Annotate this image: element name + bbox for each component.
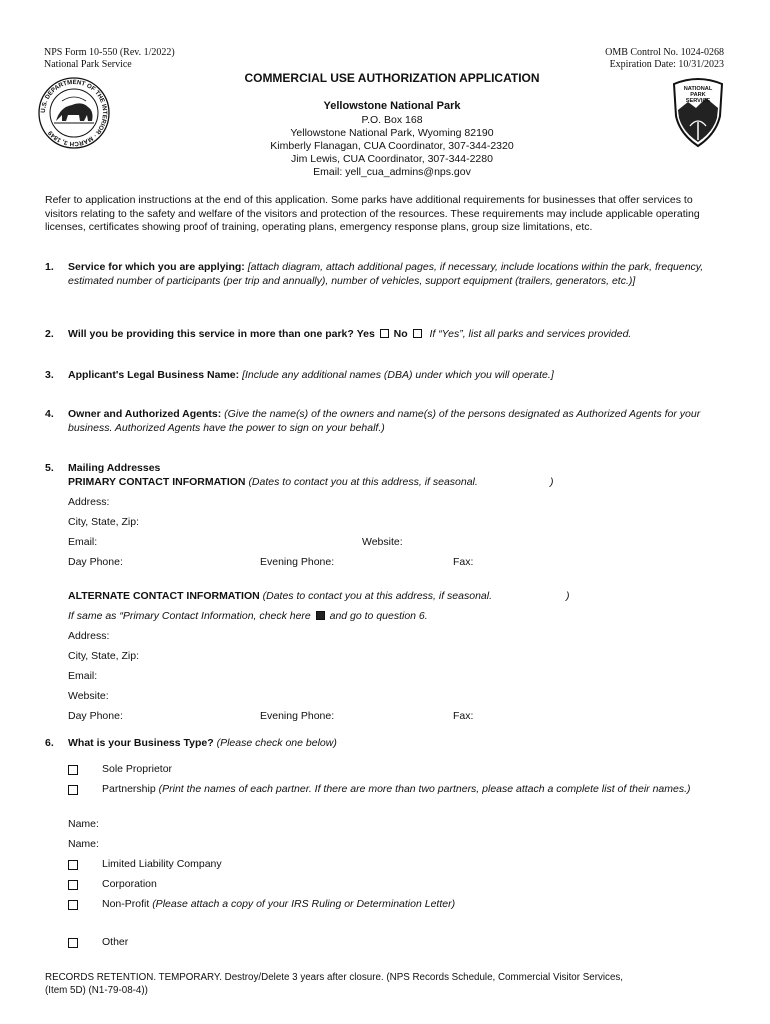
partnership-note: (Print the names of each partner. If there are more than two partners, please attach a complete list of their names.) xyxy=(158,783,691,795)
q2-note: If “Yes”, list all parks and services provided. xyxy=(429,328,632,340)
q6-note: (Please check one below) xyxy=(216,737,337,749)
partnership-checkbox[interactable] xyxy=(68,785,78,795)
coordinator-2: Jim Lewis, CUA Coordinator, 307-344-2280 xyxy=(291,153,493,165)
footer-retention-line-2: (Item 5D) (N1-79-08-4)) xyxy=(45,985,148,996)
q2-yes-checkbox[interactable] xyxy=(380,329,389,338)
logo-line-park: PARK xyxy=(690,92,706,98)
footer-retention-line-1: RECORDS RETENTION. TEMPORARY. Destroy/Delete 3 years after closure. (NPS Records Schedule, Commercial Visitor Services, xyxy=(45,972,624,983)
intro-paragraph: Refer to application instructions at the end of this application. Some parks have additional requirements for businesses that offer services to visitors relating to the safety and welfare of the visitors and protection of the resources. These requirements may include applicable operating licenses, certificates showing proof of training, operating plans, emergency response plans, group size limitations, etc. xyxy=(45,194,700,233)
partner-name-2-label: Name: xyxy=(68,838,99,850)
llc-checkbox[interactable] xyxy=(68,860,78,870)
primary-address-label: Address: xyxy=(68,496,110,508)
alternate-evening-phone-label: Evening Phone: xyxy=(260,710,335,722)
page-title: COMMERCIAL USE AUTHORIZATION APPLICATION xyxy=(244,71,540,85)
q3-label: Applicant's Legal Business Name: xyxy=(68,369,240,381)
alternate-same-after: and go to question 6. xyxy=(329,610,428,622)
corporation-label: Corporation xyxy=(102,878,157,890)
alternate-note: (Dates to contact you at this address, if seasonal. xyxy=(262,590,492,602)
alternate-note-close: ) xyxy=(566,590,570,602)
alternate-day-phone-label: Day Phone: xyxy=(68,710,123,722)
q3-text xyxy=(68,369,554,381)
nonprofit-text xyxy=(102,898,455,910)
q2-no-label: No xyxy=(393,328,408,340)
q6-label: What is your Business Type? xyxy=(68,737,214,749)
q2-text xyxy=(68,328,631,340)
q2-number: 2. xyxy=(45,328,54,340)
alternate-city-label: City, State, Zip: xyxy=(68,650,139,662)
q1-text xyxy=(68,261,726,288)
q6-number: 6. xyxy=(45,737,54,749)
q4-label: Owner and Authorized Agents: xyxy=(68,408,222,420)
primary-city-label: City, State, Zip: xyxy=(68,516,139,528)
logo-line-service: SERVICE xyxy=(685,98,711,104)
primary-heading: PRIMARY CONTACT INFORMATION xyxy=(68,476,246,488)
q2-yes-label: Yes xyxy=(356,328,375,340)
alternate-same-text: If same as “Primary Contact Information, check here xyxy=(68,610,311,622)
agency-name: National Park Service xyxy=(44,59,132,70)
alternate-email-label: Email: xyxy=(68,670,98,682)
q4-note: (Give the name(s) of the owners and name(s) of the persons designated as Authorized Agents for your business. Authorized Agents have the power to sign on your behalf.) xyxy=(68,408,701,434)
q1-note: [attach diagram, attach additional pages, if necessary, include locations within the park, frequency, estimated number of participants (per trip and annually), number of vehicles, support equipment (trailers, generators, etc.)] xyxy=(68,261,704,287)
form-number: NPS Form 10-550 (Rev. 1/2022) xyxy=(44,47,175,58)
q1-label: Service for which you are applying: xyxy=(68,261,245,273)
primary-fax-label: Fax: xyxy=(453,556,474,568)
sole-proprietor-label: Sole Proprietor xyxy=(102,763,173,775)
sole-proprietor-checkbox[interactable] xyxy=(68,765,78,775)
q5-number: 5. xyxy=(45,462,54,474)
partner-name-1-label: Name: xyxy=(68,818,99,830)
seal-text: U.S. DEPARTMENT OF THE INTERIOR · MARCH 3, 1849 xyxy=(39,78,109,148)
alternate-website-label: Website: xyxy=(68,690,109,702)
coordinator-1: Kimberly Flanagan, CUA Coordinator, 307-344-2320 xyxy=(270,140,514,152)
omb-control: OMB Control No. 1024-0268 xyxy=(605,47,724,58)
q3-note: [Include any additional names (DBA) under which you will operate.] xyxy=(242,369,554,381)
q1-number: 1. xyxy=(45,261,54,273)
logo-line-national: NATIONAL xyxy=(683,86,713,92)
nonprofit-note: (Please attach a copy of your IRS Ruling or Determination Letter) xyxy=(152,898,456,910)
same-as-primary-checkbox[interactable] xyxy=(316,611,325,620)
primary-contact-heading xyxy=(68,476,478,488)
other-label: Other xyxy=(102,936,129,948)
alternate-same-row xyxy=(68,610,428,622)
primary-website-label: Website: xyxy=(362,536,403,548)
q3-number: 3. xyxy=(45,369,54,381)
q2-label: Will you be providing this service in more than one park? xyxy=(68,328,354,340)
primary-note-close: ) xyxy=(550,476,554,488)
alternate-heading: ALTERNATE CONTACT INFORMATION xyxy=(68,590,260,602)
other-checkbox[interactable] xyxy=(68,938,78,948)
llc-label: Limited Liability Company xyxy=(102,858,222,870)
primary-note: (Dates to contact you at this address, if seasonal. xyxy=(248,476,478,488)
alternate-address-label: Address: xyxy=(68,630,110,642)
q4-number: 4. xyxy=(45,408,54,420)
q5-label: Mailing Addresses xyxy=(68,462,161,474)
primary-email-label: Email: xyxy=(68,536,98,548)
park-city: Yellowstone National Park, Wyoming 82190 xyxy=(290,127,494,139)
primary-day-phone-label: Day Phone: xyxy=(68,556,123,568)
nonprofit-checkbox[interactable] xyxy=(68,900,78,910)
q2-no-checkbox[interactable] xyxy=(413,329,422,338)
alternate-fax-label: Fax: xyxy=(453,710,474,722)
partnership-label: Partnership xyxy=(102,783,156,795)
park-po-box: P.O. Box 168 xyxy=(361,114,423,126)
partnership-text xyxy=(102,783,722,797)
park-email: Email: yell_cua_admins@nps.gov xyxy=(313,166,471,178)
expiration-date: Expiration Date: 10/31/2023 xyxy=(609,59,724,70)
q4-text xyxy=(68,408,728,435)
primary-evening-phone-label: Evening Phone: xyxy=(260,556,335,568)
corporation-checkbox[interactable] xyxy=(68,880,78,890)
q6-text xyxy=(68,737,337,749)
nonprofit-label: Non-Profit xyxy=(102,898,150,910)
alternate-contact-heading xyxy=(68,590,492,602)
park-name: Yellowstone National Park xyxy=(323,100,461,112)
